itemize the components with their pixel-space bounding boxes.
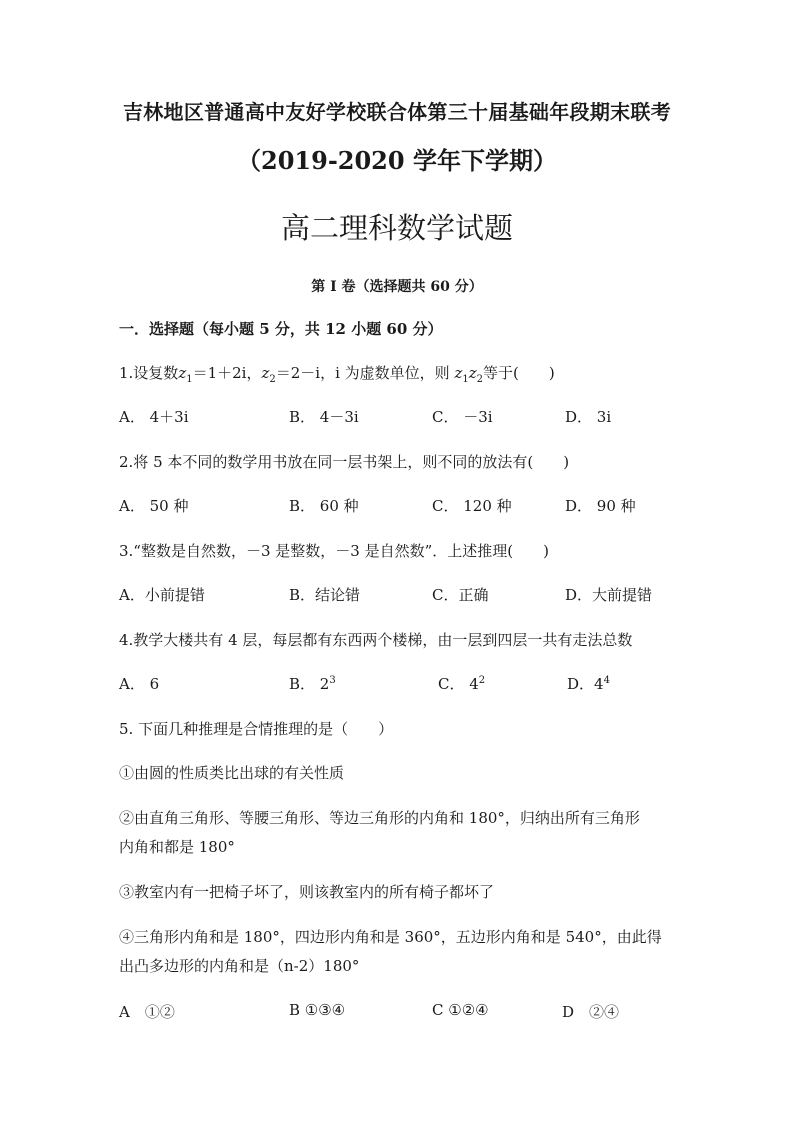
question-3: 3.“整数是自然数，－3 是整数，－3 是自然数”．上述推理( ) — [119, 542, 549, 560]
q5-option-a: A ①② — [119, 1003, 175, 1021]
question-2: 2.将 5 本不同的数学用书放在同一层书架上，则不同的放法有( ) — [119, 453, 570, 471]
section-heading: 一．选择题（每小题 5 分，共 12 小题 60 分） — [119, 320, 443, 338]
q2-option-a: A． 50 种 — [119, 497, 189, 515]
question-5: 5. 下面几种推理是合情推理的是（ ） — [119, 720, 394, 738]
q3-option-b: B．结论错 — [289, 586, 361, 604]
q1-option-b: B． 4－3i — [289, 408, 359, 426]
q4-option-a: A． 6 — [119, 675, 160, 693]
q1-option-c: C． －3i — [432, 408, 493, 426]
question-4: 4.教学大楼共有 4 层，每层都有东西两个楼梯，由一层到四层一共有走法总数 — [119, 631, 633, 649]
q5-item-3: ③教室内有一把椅子坏了，则该教室内的所有椅子都坏了 — [119, 883, 495, 901]
q4-option-b: B． $2^3$ — [289, 675, 336, 693]
exam-title: 高二理科数学试题 — [280, 211, 513, 245]
q4-option-c: C． $4^2$ — [438, 675, 486, 693]
q5-option-d: D ②④ — [562, 1003, 620, 1021]
q3-option-d: D．大前提错 — [565, 586, 653, 604]
q5-item-2-line2: 内角和都是 180° — [119, 838, 235, 856]
exam-header-line2: （2019-2020 学年下学期） — [237, 146, 557, 175]
q5-option-b: B ①③④ — [289, 1001, 346, 1019]
q5-option-c: C ①②④ — [432, 1001, 489, 1019]
exam-header-line1: 吉林地区普通高中友好学校联合体第三十届基础年段期末联考 — [122, 100, 672, 124]
q1-option-d: D． 3i — [565, 408, 612, 426]
q5-item-2-line1: ②由直角三角形、等腰三角形、等边三角形的内角和 180°，归纳出所有三角形 — [119, 809, 640, 827]
q2-option-d: D． 90 种 — [565, 497, 636, 515]
q5-item-1: ①由圆的性质类比出球的有关性质 — [119, 764, 345, 782]
q1-option-a: A． 4＋3i — [119, 408, 189, 426]
q5-item-4-line2: 出凸多边形的内角和是（n-2）180° — [119, 957, 360, 975]
q3-option-a: A．小前提错 — [119, 586, 205, 604]
q3-option-c: C．正确 — [432, 586, 489, 604]
q4-option-d: D．$4^4$ — [567, 675, 610, 693]
volume-heading: 第 I 卷（选择题共 60 分） — [311, 279, 483, 295]
q5-item-4-line1: ④三角形内角和是 180°，四边形内角和是 360°，五边形内角和是 540°，由此得 — [119, 928, 662, 946]
q2-option-c: C． 120 种 — [432, 497, 512, 515]
q2-option-b: B． 60 种 — [289, 497, 359, 515]
question-1: 1.设复数$z_1=1+2i$，$z_2=2-i$，i 为虚数单位，则 $z_1z_2$等于( ) — [119, 364, 555, 385]
